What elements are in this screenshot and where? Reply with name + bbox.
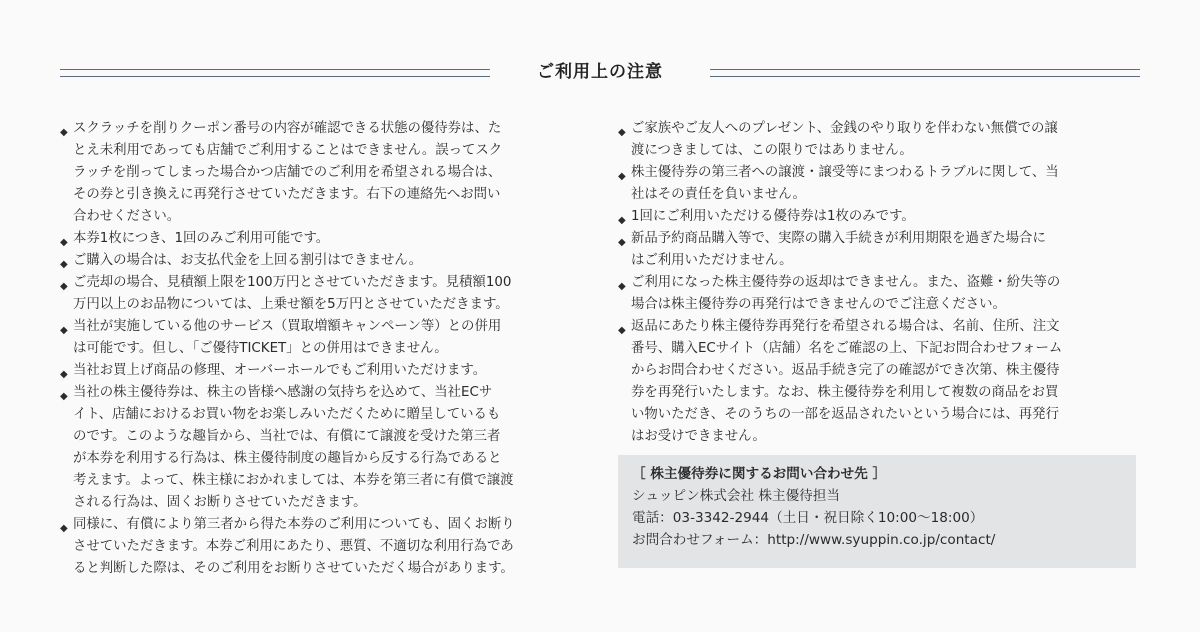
diamond-bullet-icon: ◆ <box>618 127 626 138</box>
diamond-bullet-icon: ◆ <box>618 171 626 182</box>
note-text: ご購入の場合は、お支払代金を上回る割引はできません。 <box>73 253 422 268</box>
diamond-bullet-icon: ◆ <box>60 281 68 292</box>
note-item <box>60 360 580 382</box>
note-text: 新品予約商品購入等で、実際の購入手続きが利用期限を過ぎた場合に はご利用いただけません。 <box>631 231 1046 268</box>
contact-company: シュッピン株式会社 株主優待担当 <box>632 488 840 504</box>
diamond-bullet-icon: ◆ <box>618 215 626 226</box>
note-text: 返品にあたり株主優待券再発行を希望される場合は、名前、住所、注文 番号、購入ECサイト（店舗）名をご確認の上、下記お問合わせフォーム からお問合わせください。返品手続き完了の確認ができ次第、株主優待 券を再発行いたします。なお、株主優待券を利用して複数の商品をお買 い物いただき、そのうちの一部を返品されたいという場合には、再発行 はお受けできません。 <box>631 319 1063 444</box>
note-item <box>618 228 1138 272</box>
note-item <box>60 272 580 316</box>
diamond-bullet-icon: ◆ <box>618 325 626 336</box>
note-item <box>60 228 580 250</box>
note-item <box>618 272 1138 316</box>
contact-box <box>618 455 1136 568</box>
note-text: 当社の株主優待券は、株主の皆様へ感謝の気持ちを込めて、当社ECサ イト、店舗におけるお買い物をお楽しみいただくために贈呈しているも のです。このような趣旨から、当社では、有償にて譲渡を受けた第三者 が本券を利用する行為は、株主優待制度の趣旨から反する行為であると 考えます。よって、株主様におかれましては、本券を第三者に有償で譲渡 される行為は、固くお断りさせていただきます。 <box>73 385 514 510</box>
note-text: 当社が実施している他のサービス（買取増額キャンペーン等）との併用 は可能です。但し、「ご優待TICKET」との併用はできません。 <box>73 319 502 356</box>
notes-list-right <box>618 118 1138 448</box>
note-item <box>618 162 1138 206</box>
note-item <box>618 118 1138 162</box>
note-item <box>618 316 1138 448</box>
contact-phone: 電話：03-3342-2944（土日・祝日除く10:00〜18:00） <box>632 510 984 526</box>
diamond-bullet-icon: ◆ <box>60 237 68 248</box>
diamond-bullet-icon: ◆ <box>60 325 68 336</box>
note-text: ご売却の場合、見積額上限を100万円とさせていただきます。見積額100 万円以上のお品物については、上乗せ額を5万円とさせていただきます。 <box>73 275 512 312</box>
left-notes-column <box>60 118 580 580</box>
section-header <box>60 58 1140 88</box>
right-notes-column <box>618 118 1138 448</box>
note-text: スクラッチを削りクーポン番号の内容が確認できる状態の優待券は、た とえ未利用であっても店舗でご利用することはできません。誤ってスク ラッチを削ってしまった場合かつ店舗でのご利用を希望される場合は、 その券と引き換えに再発行させていただきます。右下の連絡先へお問い 合わせください。 <box>73 121 503 224</box>
diamond-bullet-icon: ◆ <box>60 127 68 138</box>
note-text: 当社お買上げ商品の修理、オーバーホールでもご利用いただけます。 <box>73 363 487 378</box>
note-item <box>60 118 580 228</box>
header-rule-left <box>60 69 490 77</box>
note-text: 株主優待券の第三者への譲渡・譲受等にまつわるトラブルに関して、当 社はその責任を負いません。 <box>631 165 1059 202</box>
diamond-bullet-icon: ◆ <box>60 391 68 402</box>
note-text: ご家族やご友人へのプレゼント、金銭のやり取りを伴わない無償での譲 渡につきましては、この限りではありません。 <box>631 121 1058 158</box>
note-item <box>60 316 580 360</box>
note-item <box>60 382 580 514</box>
diamond-bullet-icon: ◆ <box>618 237 626 248</box>
diamond-bullet-icon: ◆ <box>60 523 68 534</box>
diamond-bullet-icon: ◆ <box>60 369 68 380</box>
diamond-bullet-icon: ◆ <box>618 281 626 292</box>
note-item <box>60 514 580 580</box>
note-text: 同様に、有償により第三者から得た本券のご利用についても、固くお断り させていただきます。本券ご利用にあたり、悪質、不適切な利用行為であ ると判断した際は、そのご利用をお断りさせていただく場合があります。 <box>73 517 515 576</box>
diamond-bullet-icon: ◆ <box>60 259 68 270</box>
note-text: 本券1枚につき、1回のみご利用可能です。 <box>73 231 330 246</box>
note-text: 1回にご利用いただける優待券は1枚のみです。 <box>631 209 915 224</box>
note-text: ご利用になった株主優待券の返却はできません。また、盗難・紛失等の 場合は株主優待券の再発行はできませんのでご注意ください。 <box>631 275 1061 312</box>
note-item <box>60 250 580 272</box>
note-item <box>618 206 1138 228</box>
notes-list-left <box>60 118 580 580</box>
page-title: ご利用上の注意 <box>537 62 663 82</box>
contact-heading: ［ 株主優待券に関するお問い合わせ先 ］ <box>632 466 887 482</box>
contact-form-link: お問合わせフォーム：http://www.syuppin.co.jp/contact/ <box>632 532 996 548</box>
header-rule-right <box>710 69 1140 77</box>
